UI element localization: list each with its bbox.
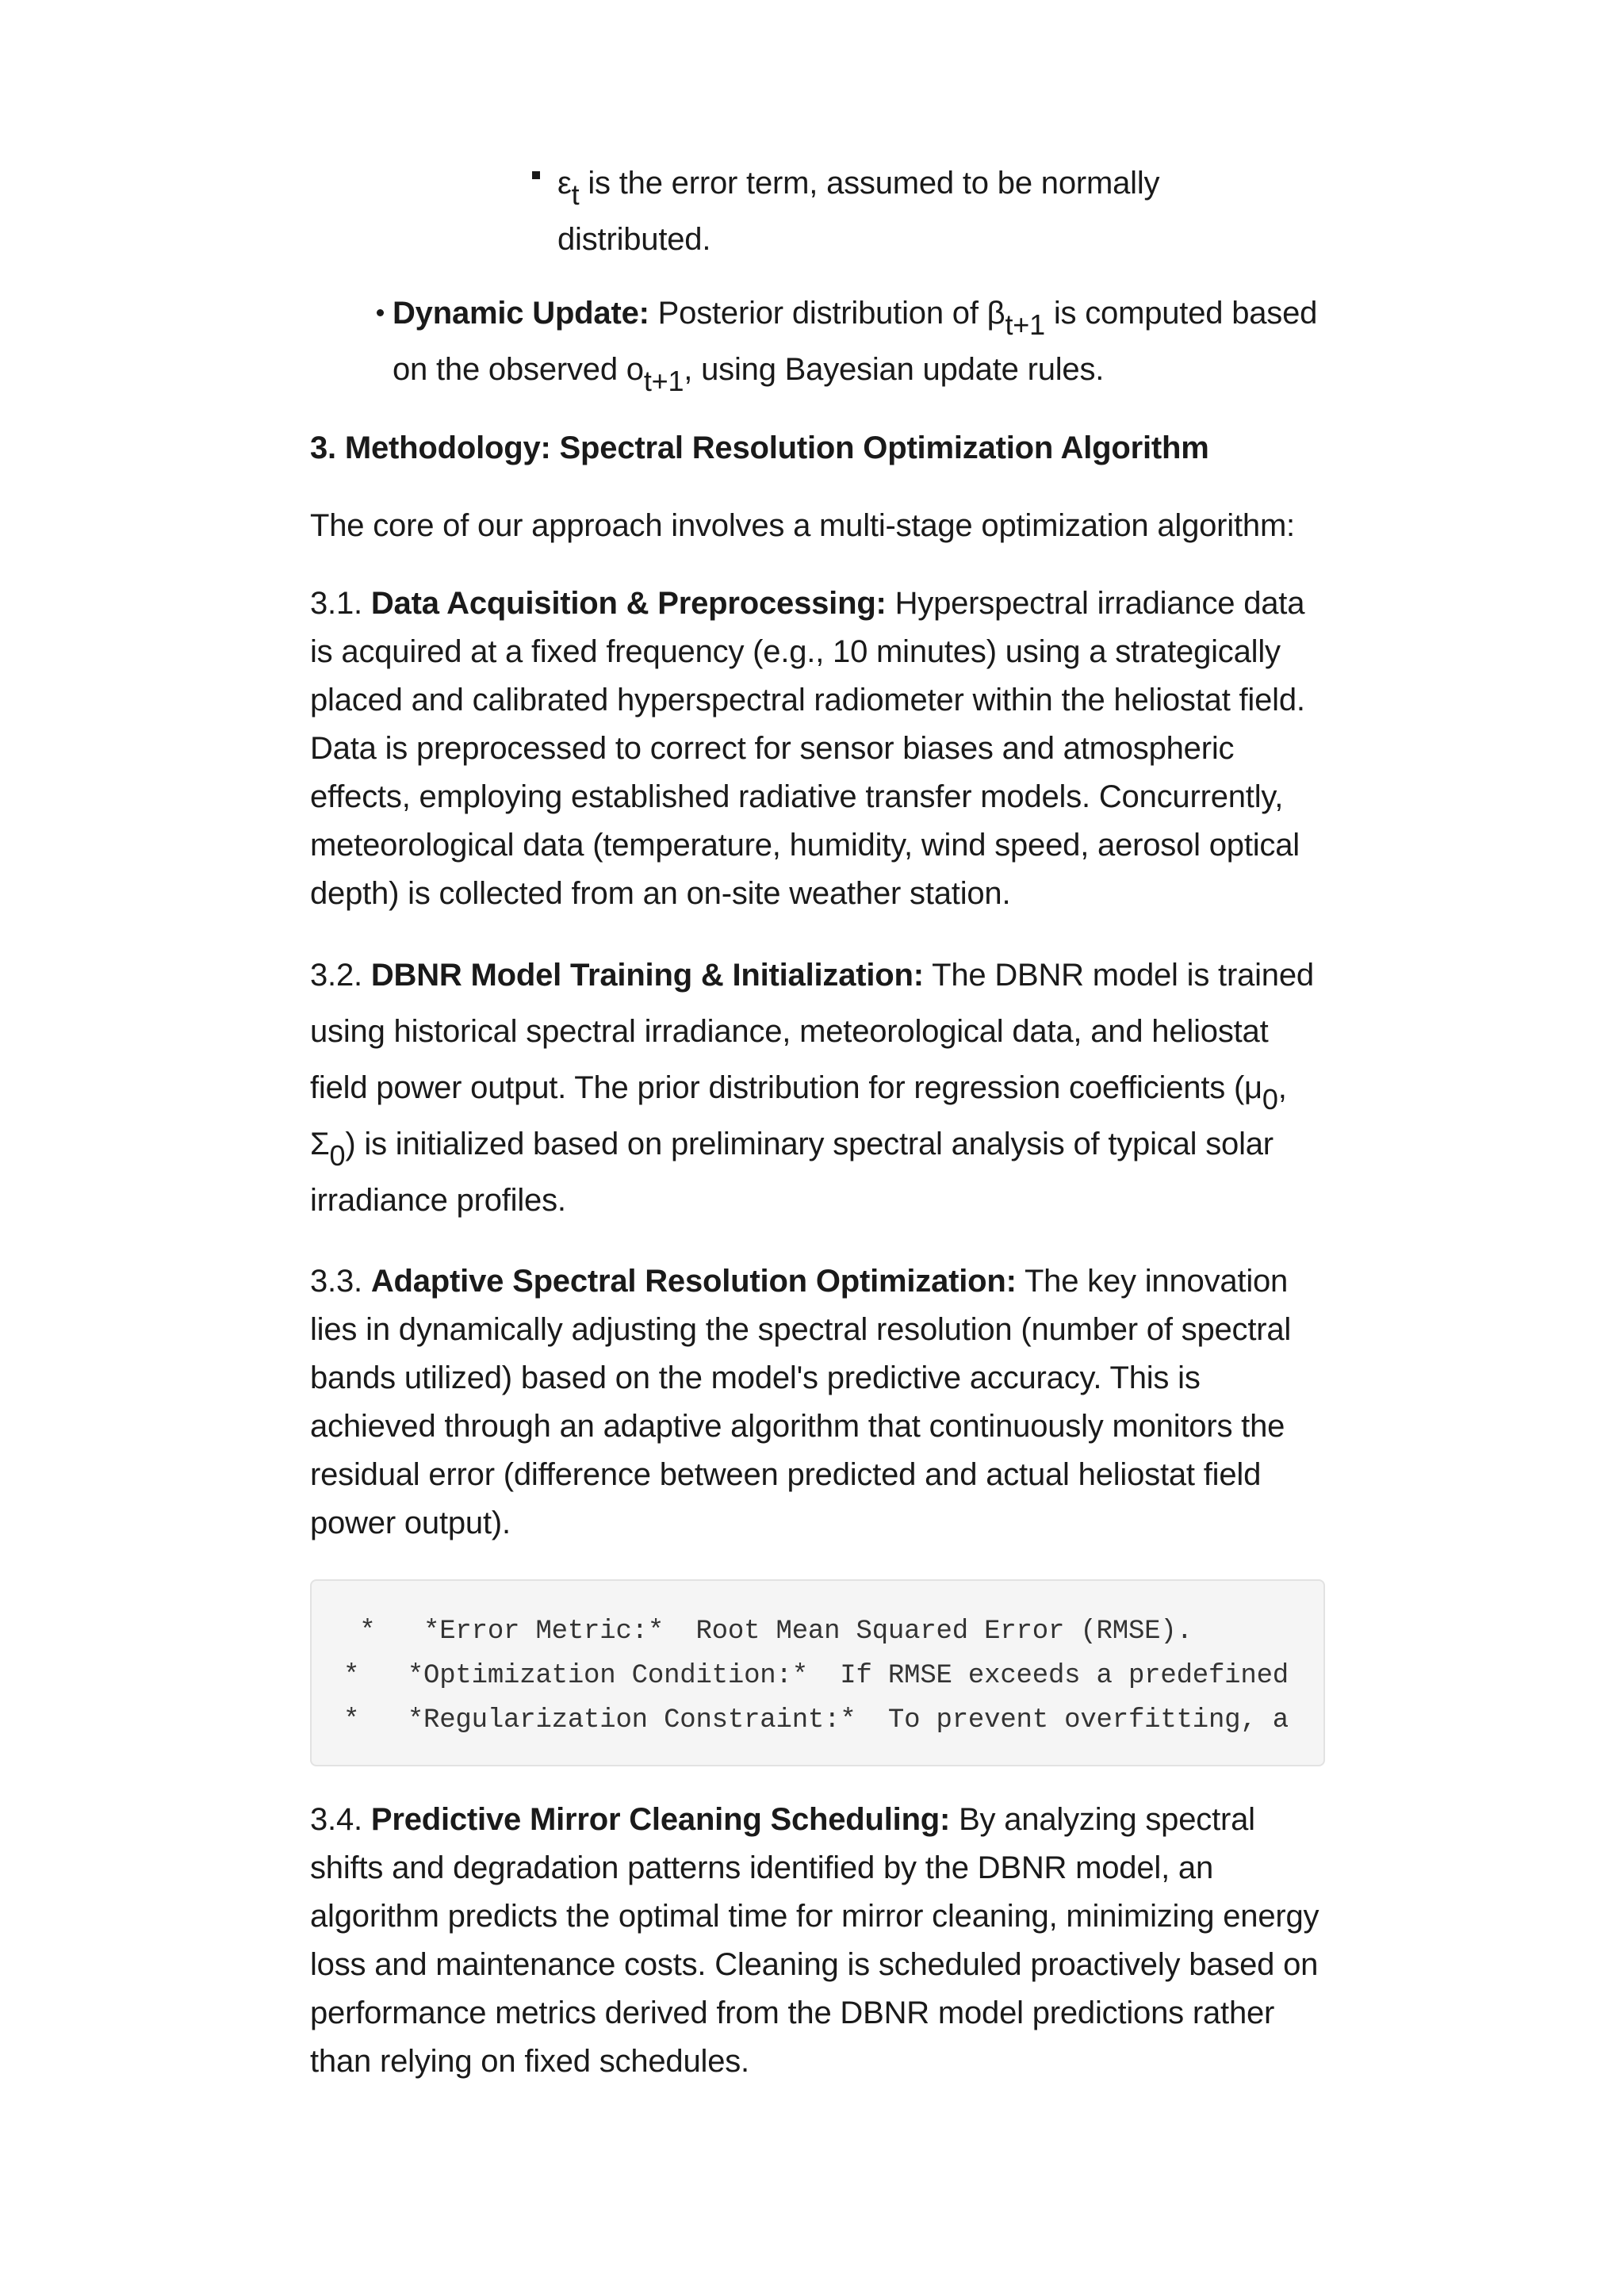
error-term-text: is the error term, assumed to be normally distributed. [557,166,1160,257]
section-3-3-number: 3.3. [310,1264,371,1299]
section-3-1-number: 3.1. [310,586,371,621]
bullet-list [393,285,1344,398]
subscript-t-plus-1-a: t+1 [1005,308,1045,341]
section-3-intro: The core of our approach involves a multi-stage optimization algorithm: [310,508,1295,543]
section-3-3-paragraph [310,1257,1333,1548]
code-line-3: * *Regularization Constraint:* To prevent overfitting, a [343,1705,1289,1735]
dynamic-update-text-c: , using Bayesian update rules. [684,352,1105,387]
section-3-1-paragraph [310,580,1333,918]
dynamic-update-label: Dynamic Update: [393,296,649,331]
sub-bullet-list [557,155,1271,268]
section-3-2-paragraph [310,947,1333,1229]
section-3-2-title: DBNR Model Training & Initialization: [370,958,924,993]
section-3-4-title: Predictive Mirror Cleaning Scheduling: [370,1802,951,1837]
section-3-4-number: 3.4. [310,1802,371,1837]
epsilon-symbol: ε [557,166,572,201]
section-3-2-body-c: ) is initialized based on preliminary spectral analysis of typical solar irradiance profiles. [310,1127,1274,1218]
list-item-dynamic-update [393,285,1344,398]
section-3-3-title: Adaptive Spectral Resolution Optimization: [370,1264,1017,1299]
subscript-sigma-0: 0 [329,1139,346,1172]
subscript-t: t [571,178,580,211]
section-3-2-number: 3.2. [310,958,371,993]
section-3-4-body: By analyzing spectral shifts and degradation patterns identified by the DBNR model, an algorithm predicts the optimal time for mirror cleaning, minimizing energy loss and maintenance costs. Cleaning is scheduled proactively based on performance metrics derived from the DBNR model predictions rather than relying on fixed schedules. [310,1802,1320,2079]
section-3-2-body-b: , Σ [310,1070,1287,1161]
section-3-1-body: Hyperspectral irradiance data is acquired at a fixed frequency (e.g., 10 minutes) using a strategically placed and calibrated hyperspectral radiometer within the heliostat field. Data is preprocessed to correct for sensor biases and atmospheric effects, employing established radiative transfer models. Concurrently, meteorological data (temperature, humidity, wind speed, aerosol optical depth) is collected from an on-site weather station. [310,586,1305,911]
code-line-2: * *Optimization Condition:* If RMSE exceeds a predefined [343,1661,1289,1691]
code-block [310,1579,1325,1766]
dynamic-update-text-a: Posterior distribution of β [649,296,1005,331]
code-line-1: * *Error Metric:* Root Mean Squared Error (RMSE). [343,1617,1193,1647]
section-3-heading: 3. Methodology: Spectral Resolution Optimization Algorithm [310,430,1209,465]
section-3-2-body-a: The DBNR model is trained using historical spectral irradiance, meteorological data, and heliostat field power output. The prior distribution for regression coefficients (μ [310,958,1314,1105]
subscript-t-plus-1-b: t+1 [643,365,684,397]
section-3-4-paragraph [310,1796,1333,2086]
section-3-1-title: Data Acquisition & Preprocessing: [370,586,887,621]
document-content [310,155,1333,2086]
section-3-3-body: The key innovation lies in dynamically adjusting the spectral resolution (number of spectral bands utilized) based on the model's predictive accuracy. This is achieved through an adaptive algorithm that continuously monitors the residual error (difference between predicted and actual heliostat field power output). [310,1264,1292,1540]
dynamic-update-text-b: is computed based on the observed o [393,296,1318,387]
list-item-error-term [557,155,1271,268]
subscript-mu-0: 0 [1262,1083,1278,1115]
